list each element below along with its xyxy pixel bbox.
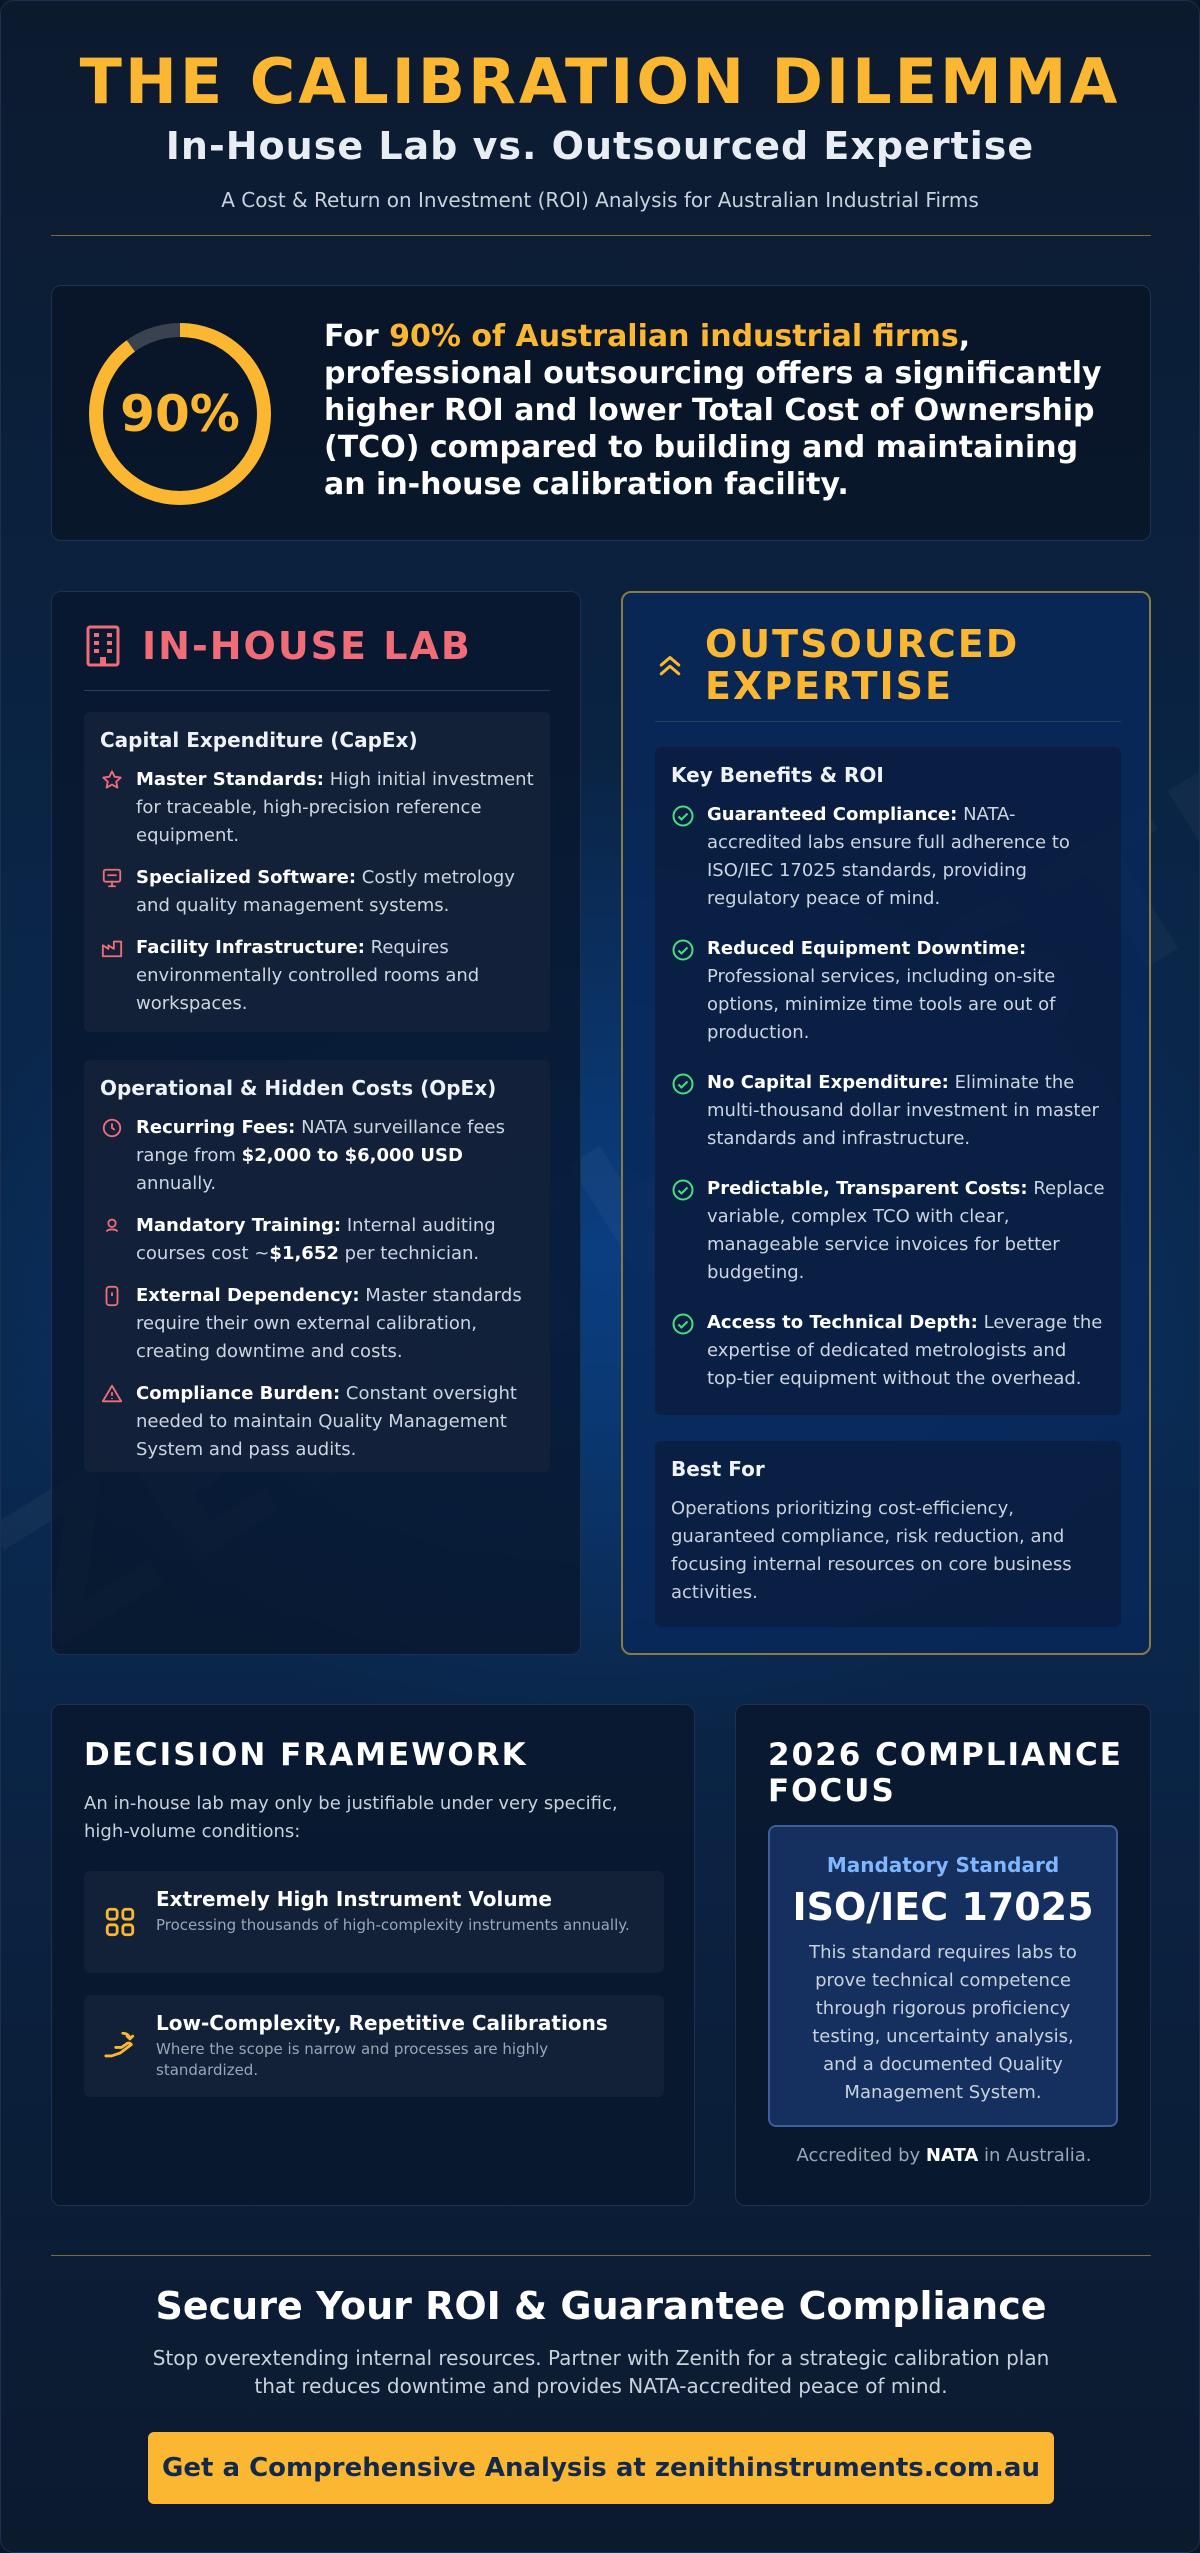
decision-intro: An in-house lab may only be justifiable under very specific, high-volume conditions: <box>84 1793 618 1842</box>
item-text: per technician. <box>338 1243 480 1264</box>
divider <box>51 2255 1151 2256</box>
item-text: Constant oversight needed to maintain Quality Management System and pass audits. <box>136 1383 517 1460</box>
cta-desc: Stop overextending internal resources. Partner with Zenith for a strategic calibration plan that reduces downtime and provides NATA-accredited peace of mind. <box>152 2346 1050 2398</box>
chevrons-up-icon <box>655 650 685 680</box>
hand-repeat-icon <box>103 2029 137 2063</box>
hero-statement <box>324 318 1124 503</box>
opex-item <box>100 1282 534 1366</box>
item-bold: Access to Technical Depth: <box>707 1312 978 1333</box>
compliance-focus-card <box>735 1704 1151 2206</box>
item-bold: Mandatory Training: <box>136 1215 342 1236</box>
benefit-item <box>671 1069 1105 1153</box>
inhouse-header <box>84 624 472 668</box>
check-circle-icon <box>671 1178 695 1202</box>
item-text: Internal auditing courses cost ~ <box>136 1215 496 1264</box>
decision-title: DECISION FRAMEWORK <box>84 1737 528 1773</box>
star-icon <box>100 769 124 791</box>
inhouse-divider <box>84 690 550 691</box>
item-text: Eliminate the multi-thousand dollar investment in master standards and infrastructure. <box>707 1072 1099 1149</box>
cta-title: Secure Your ROI & Guarantee Compliance <box>155 2284 1047 2328</box>
item-bold: No Capital Expenditure: <box>707 1072 949 1093</box>
page-subtitle: In-House Lab vs. Outsourced Expertise <box>165 124 1035 168</box>
accr-body: NATA <box>925 2145 979 2166</box>
outsourced-card <box>621 591 1151 1655</box>
opex-item <box>100 1212 534 1268</box>
capex-item <box>100 934 534 1018</box>
monitor-icon <box>100 867 124 889</box>
hero-highlight: 90% of Australian industrial firms <box>389 319 959 354</box>
item-text: annually. <box>136 1173 217 1194</box>
item-bold: Facility Infrastructure: <box>136 937 365 958</box>
decision-framework-card <box>51 1704 695 2206</box>
condition-item <box>84 1995 664 2097</box>
opex-title: Operational & Hidden Costs (OpEx) <box>100 1076 497 1100</box>
item-text: High initial investment for traceable, high-precision reference equipment. <box>136 769 534 846</box>
page-tagline: A Cost & Return on Investment (ROI) Analysis for Australian Industrial Firms <box>221 188 979 212</box>
item-text: Professional services, including on-site options, minimize time tools are out of production. <box>707 966 1056 1043</box>
compliance-title <box>768 1737 1123 1809</box>
outsourced-title-line2: EXPERTISE <box>705 664 954 708</box>
hero-text-suffix: , professional outsourcing offers a significantly higher ROI and lower Total Cost of Ownership (TCO) compared to building and maintaining an in-house calibration facility. <box>324 319 1102 502</box>
inhouse-card <box>51 591 581 1655</box>
opex-item <box>100 1114 534 1198</box>
check-circle-icon <box>671 1312 695 1336</box>
header <box>1 1 1199 212</box>
clock-icon <box>100 1117 124 1139</box>
condition-item <box>84 1871 664 1973</box>
benefit-item <box>671 1175 1105 1287</box>
item-bold: Reduced Equipment Downtime: <box>707 938 1027 959</box>
outsourced-title <box>705 623 1019 707</box>
outsourced-divider <box>655 721 1121 722</box>
capex-item <box>100 864 534 920</box>
item-text: NATA-accredited labs ensure full adherence to ISO/IEC 17025 standards, providing regulatory peace of mind. <box>707 804 1070 909</box>
hero-text-prefix: For <box>324 319 390 354</box>
item-bold: External Dependency: <box>136 1285 360 1306</box>
best-for-text: Operations prioritizing cost-efficiency, guaranteed compliance, risk reduction, and focusing internal resources on core business activities. <box>671 1498 1072 1603</box>
user-training-icon <box>100 1215 124 1237</box>
item-bold: Predictable, Transparent Costs: <box>707 1178 1028 1199</box>
benefit-item <box>671 935 1105 1047</box>
compliance-title-line1: 2026 COMPLIANCE <box>768 1737 1123 1773</box>
benefit-item <box>671 1309 1105 1393</box>
condition-title: Extremely High Instrument Volume <box>156 1887 552 1911</box>
standard-box <box>768 1825 1118 2127</box>
item-text: Master standards require their own external calibration, creating downtime and costs. <box>136 1285 522 1362</box>
accr-suffix: in Australia. <box>978 2145 1092 2166</box>
item-text: NATA surveillance fees range from <box>136 1117 505 1166</box>
building-icon <box>84 624 122 668</box>
accreditation-note <box>736 2145 1152 2166</box>
cta-button[interactable]: Get a Comprehensive Analysis at zenithinstruments.com.au <box>148 2432 1054 2504</box>
best-for-title: Best For <box>671 1457 765 1481</box>
opex-panel <box>84 1060 550 1472</box>
outsourced-title-line1: OUTSOURCED <box>705 622 1020 666</box>
best-for-panel <box>655 1441 1121 1627</box>
hero-stat-card <box>51 285 1151 541</box>
standard-label: Mandatory Standard <box>826 1853 1060 1877</box>
benefits-title: Key Benefits & ROI <box>671 763 884 787</box>
item-bold: Recurring Fees: <box>136 1117 296 1138</box>
warning-icon <box>100 1383 124 1405</box>
divider <box>51 235 1151 236</box>
standard-desc: This standard requires labs to prove technical competence through rigorous proficiency testing, uncertainty analysis, and a documented Quality Management System. <box>809 1942 1077 2103</box>
compliance-title-line2: FOCUS <box>768 1773 896 1809</box>
opex-item <box>100 1380 534 1464</box>
check-circle-icon <box>671 938 695 962</box>
benefits-panel <box>655 747 1121 1415</box>
condition-desc: Processing thousands of high-complexity instruments annually. <box>156 1916 630 1934</box>
condition-desc: Where the scope is narrow and processes are highly standardized. <box>156 2040 549 2079</box>
percent-label: 90% <box>120 385 240 443</box>
accr-prefix: Accredited by <box>796 2145 926 2166</box>
item-bold: Specialized Software: <box>136 867 357 888</box>
item-text: Costly metrology and quality management systems. <box>136 867 515 916</box>
check-circle-icon <box>671 1072 695 1096</box>
capex-item <box>100 766 534 850</box>
capex-panel <box>84 712 550 1032</box>
condition-title: Low-Complexity, Repetitive Calibrations <box>156 2011 608 2035</box>
capex-title: Capital Expenditure (CapEx) <box>100 728 418 752</box>
item-amount: $2,000 to $6,000 USD <box>241 1145 463 1166</box>
factory-icon <box>100 937 124 959</box>
inhouse-title: IN-HOUSE LAB <box>142 624 472 668</box>
benefit-item <box>671 801 1105 913</box>
check-circle-icon <box>671 804 695 828</box>
outsourced-header <box>655 623 1019 707</box>
item-bold: Compliance Burden: <box>136 1383 341 1404</box>
page-title: THE CALIBRATION DILEMMA <box>79 45 1121 118</box>
item-bold: Guaranteed Compliance: <box>707 804 958 825</box>
standard-name: ISO/IEC 17025 <box>792 1885 1094 1929</box>
item-text: Replace variable, complex TCO with clear, manageable service invoices for better budgeting. <box>707 1178 1105 1283</box>
item-amount: $1,652 <box>269 1243 339 1264</box>
item-text: Requires environmentally controlled rooms and workspaces. <box>136 937 480 1014</box>
item-text: Leverage the expertise of dedicated metrologists and top-tier equipment without the overhead. <box>707 1312 1103 1389</box>
grid-icon <box>103 1905 137 1939</box>
device-icon <box>100 1285 124 1307</box>
item-bold: Master Standards: <box>136 769 324 790</box>
